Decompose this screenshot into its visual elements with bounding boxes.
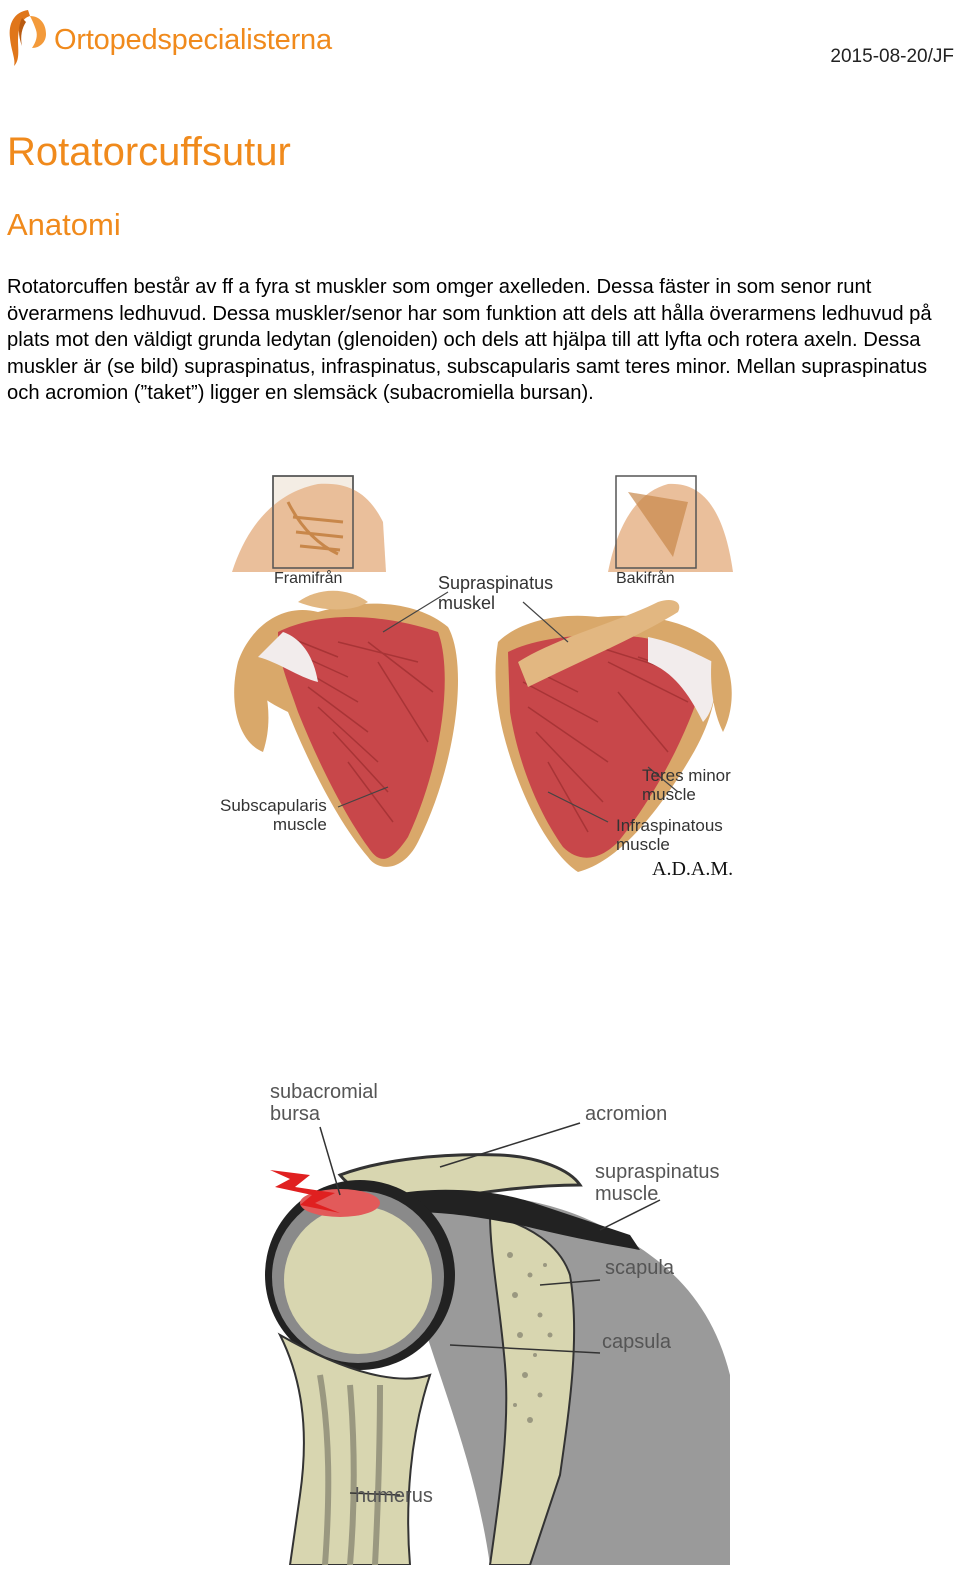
- label-teres-minor: Teres minor muscle: [642, 766, 731, 804]
- rotator-cuff-muscle-illustration: [218, 462, 742, 882]
- label-infraspinatus: Infraspinatous muscle: [616, 816, 723, 854]
- page-title: Rotatorcuffsutur: [7, 130, 291, 174]
- document-date-code: 2015-08-20/JF: [830, 46, 954, 67]
- label-front-view: Framifrån: [274, 570, 343, 587]
- label-supraspinatus-muscle: supraspinatus muscle: [595, 1161, 720, 1205]
- label-subacromial-bursa: subacromial bursa: [270, 1081, 378, 1125]
- label-capsula: capsula: [602, 1331, 671, 1353]
- shoulder-drawing: [240, 1075, 740, 1565]
- hair-silhouette-logo-icon: [6, 6, 52, 68]
- label-acromion: acromion: [585, 1103, 668, 1125]
- shoulder-cross-section-illustration: [240, 1075, 740, 1565]
- brand-logo[interactable]: [6, 6, 366, 68]
- section-heading: Anatomi: [7, 207, 121, 242]
- label-subscapularis: Subscapularis muscle: [220, 796, 327, 834]
- credit-adam: A.D.A.M.: [652, 858, 734, 880]
- label-humerus: humerus: [355, 1485, 433, 1507]
- label-scapula: scapula: [605, 1257, 674, 1279]
- label-back-view: Bakifrån: [616, 570, 675, 587]
- label-supraspinatus: Supraspinatus muskel: [438, 573, 554, 613]
- brand-name: Ortopedspecialisterna: [54, 24, 332, 56]
- page-header: [0, 0, 960, 80]
- anatomy-paragraph: Rotatorcuffen består av ff a fyra st muskler som omger axelleden. Dessa fäster in som senor runt överarmens ledhuvud. Dessa muskler/senor har som funktion att dels att hålla överarmens ledhuvud på plats mot den väldigt grunda ledytan (glenoiden) och dels att hjälpa till att lyfta och rotera axeln. Dessa muskler är (se bild) supraspinatus, infraspinatus, subscapularis samt teres minor. Mellan supraspinatus och acromion (”taket”) ligger en slemsäck (subacromiella bursan).: [7, 276, 932, 404]
